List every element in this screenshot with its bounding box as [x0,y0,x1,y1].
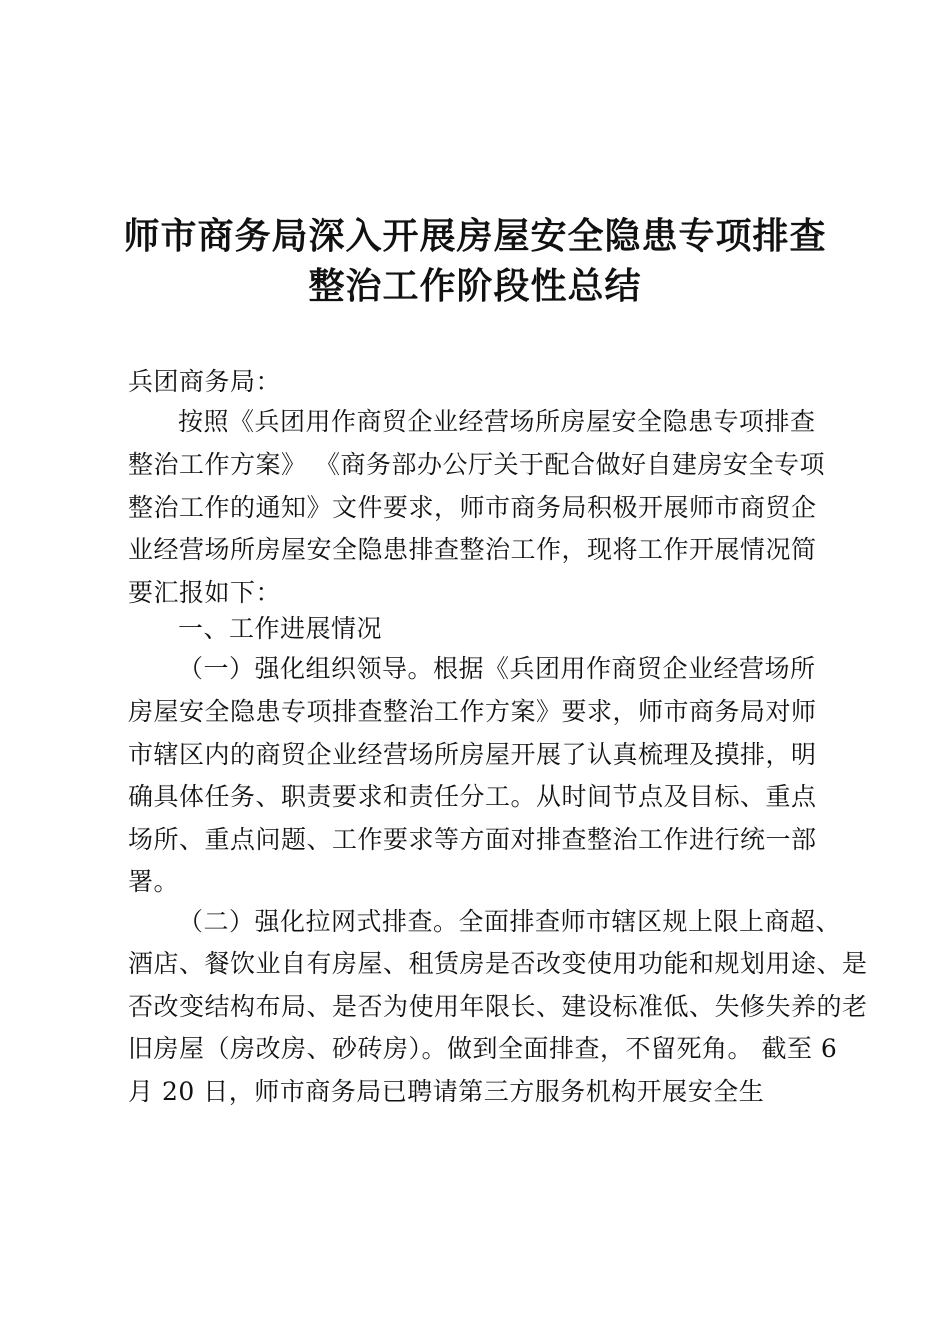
paragraph-line: 旧房屋（房改房、砂砖房）。做到全面排查，不留死角。 截至 6 [128,1034,838,1063]
paragraph-line: 酒店、餐饮业自有房屋、租赁房是否改变使用功能和规划用途、是 [128,949,868,978]
paragraph-line: 月 20 日，师市商务局已聘请第三方服务机构开展安全生 [128,1077,765,1106]
paragraph-line: 按照《兵团用作商贸企业经营场所房屋安全隐患专项排查 [178,407,816,436]
paragraph-line: 场所、重点问题、工作要求等方面对排查整治工作进行统一部 [128,825,817,854]
paragraph-line: 要汇报如下： [128,578,282,607]
paragraph-line: 业经营场所房屋安全隐患排查整治工作，现将工作开展情况简 [128,535,817,564]
paragraph-line: 否改变结构布局、是否为使用年限长、建设标准低、失修失养的老 [128,992,868,1021]
paragraph-line: 整治工作的通知》文件要求，师市商务局积极开展师市商贸企 [128,493,817,522]
paragraph-line: （二）强化拉网式排查。全面排查师市辖区规上限上商超、 [178,907,842,936]
paragraph-line: 确具体任务、职责要求和责任分工。从时间节点及目标、重点 [128,782,817,811]
document-title-line-1: 师市商务局深入开展房屋安全隐患专项排查 [123,216,827,257]
document-title-line-2: 整治工作阶段性总结 [308,266,642,307]
paragraph-line: 署。 [128,867,180,896]
paragraph-line: （一）强化组织领导。根据《兵团用作商贸企业经营场所 [178,654,816,683]
paragraph-line: 房屋安全隐患专项排查整治工作方案》要求，师市商务局对师 [128,697,817,726]
paragraph-line: 市辖区内的商贸企业经营场所房屋开展了认真梳理及摸排，明 [128,740,817,769]
paragraph-line: 整治工作方案》 《商务部办公厅关于配合做好自建房安全专项 [128,450,825,479]
salutation: 兵团商务局： [128,367,282,396]
section-heading: 一、工作进展情况 [178,614,383,643]
